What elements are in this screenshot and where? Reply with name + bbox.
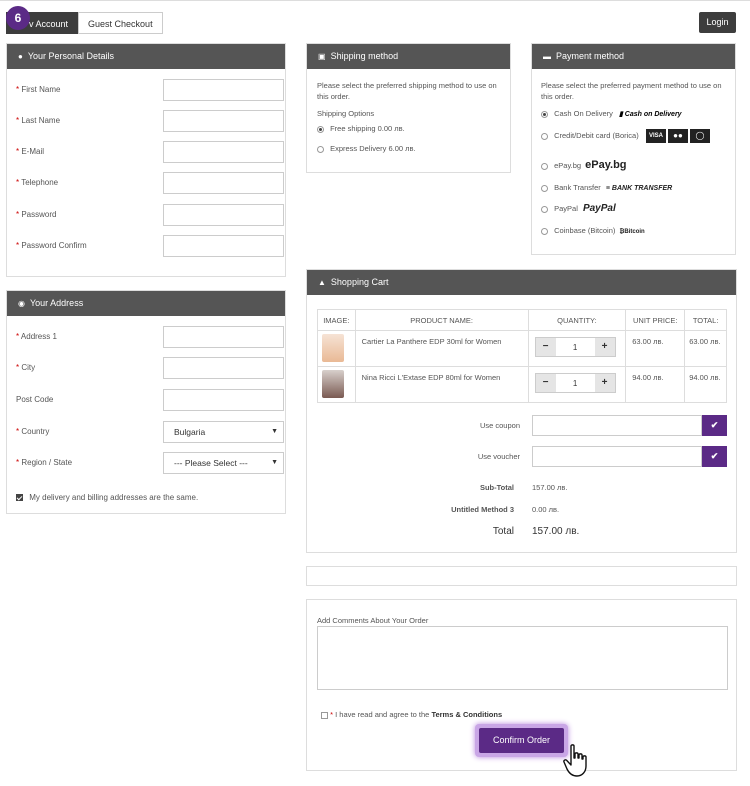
cart-table — [317, 309, 727, 403]
payment-cod-radio[interactable] — [541, 111, 548, 118]
telephone-label: Telephone — [21, 178, 59, 187]
city-row: * City — [16, 357, 284, 379]
cart-header-row — [318, 310, 727, 331]
country-label: Country — [21, 427, 50, 436]
voucher-label: Use voucher — [477, 452, 520, 461]
same-address-row — [16, 493, 198, 502]
comments-textarea[interactable] — [317, 626, 728, 690]
payment-option-bank[interactable] — [541, 182, 672, 194]
bitcoin-logo: ₿Bitcoin — [619, 229, 645, 235]
payment-bank-label: Bank Transfer — [554, 183, 601, 192]
quantity-value[interactable]: 1 — [572, 342, 578, 352]
map-pin-icon: ◉ — [18, 299, 25, 308]
col-total: TOTAL: — [685, 310, 727, 331]
visa-logo: VISA — [646, 129, 666, 143]
payment-option-cod[interactable] — [541, 108, 733, 120]
line-total: 63.00 лв. — [685, 331, 727, 367]
shipping-option-express[interactable] — [317, 143, 416, 154]
col-unit-price: UNIT PRICE: — [626, 310, 685, 331]
shipping-option-free[interactable] — [317, 123, 405, 134]
address1-label: Address 1 — [20, 332, 57, 341]
city-input[interactable] — [163, 357, 284, 379]
first-name-input[interactable] — [163, 79, 284, 101]
email-row: * E-Mail — [16, 141, 284, 163]
shipping-express-label: Express Delivery 6.00 лв. — [330, 144, 416, 153]
payment-title: Payment method — [556, 51, 625, 61]
country-row: * Country Bulgaria ▼ — [16, 421, 284, 443]
personal-details-title: Your Personal Details — [27, 51, 115, 61]
address-title: Your Address — [29, 298, 84, 308]
voucher-row — [307, 446, 747, 467]
caret-down-icon: ▼ — [271, 459, 278, 466]
subtotal-label: Sub-Total — [479, 483, 514, 492]
truck-icon: ▣ — [318, 52, 326, 61]
col-product-name: PRODUCT NAME: — [355, 310, 528, 331]
password-label: Password — [21, 210, 57, 219]
unit-price: 94.00 лв. — [626, 367, 685, 403]
payment-option-epay[interactable] — [541, 160, 627, 171]
country-select[interactable] — [163, 421, 284, 443]
unit-price: 63.00 лв. — [626, 331, 685, 367]
col-quantity: QUANTITY: — [528, 310, 626, 331]
comments-label: Add Comments About Your Order — [317, 616, 429, 625]
cash-on-delivery-logo: ▮ Cash on Delivery — [618, 111, 682, 118]
shopping-cart-header — [307, 270, 736, 295]
coupon-apply-button[interactable]: ✔ — [702, 415, 727, 436]
payment-panel — [531, 43, 736, 255]
quantity-stepper — [535, 373, 616, 393]
shipping-header — [307, 44, 510, 69]
plus-button[interactable]: + — [595, 338, 615, 356]
shipping-free-radio[interactable] — [317, 126, 324, 133]
last-name-label: Last Name — [21, 116, 61, 125]
total-value: 157.00 лв. — [532, 526, 580, 537]
confirm-order-highlight — [475, 724, 568, 757]
line-total: 94.00 лв. — [685, 367, 727, 403]
postcode-row — [16, 389, 284, 411]
same-address-label: My delivery and billing addresses are the same. — [29, 493, 199, 502]
product-thumbnail[interactable] — [322, 370, 344, 398]
first-name-row: * First Name — [16, 79, 284, 101]
product-thumbnail[interactable] — [322, 334, 344, 362]
col-image: IMAGE: — [318, 310, 356, 331]
shopping-cart-title: Shopping Cart — [330, 277, 389, 287]
password-confirm-input[interactable] — [163, 235, 284, 257]
plus-button[interactable]: + — [595, 374, 615, 392]
subtotal-value: 157.00 лв. — [532, 483, 568, 492]
payment-option-coinbase[interactable] — [541, 225, 645, 238]
terms-text: I have read and agree to the — [335, 710, 432, 719]
terms-row: * I have read and agree to the Terms & Conditions — [321, 709, 502, 720]
minus-button[interactable]: − — [536, 374, 556, 392]
payment-coinbase-label: Coinbase (Bitcoin) — [554, 226, 616, 235]
email-label: E-Mail — [21, 147, 45, 156]
shipping-free-label: Free shipping 0.00 лв. — [330, 124, 405, 133]
region-label: Region / State — [21, 458, 73, 467]
shipping-express-radio[interactable] — [317, 146, 324, 153]
voucher-apply-button[interactable]: ✔ — [702, 446, 727, 467]
password-row: * Password — [16, 204, 284, 226]
telephone-input[interactable] — [163, 172, 284, 194]
epay-logo: ePay.bg — [585, 159, 627, 171]
payment-card-label: Credit/Debit card (Borica) — [554, 131, 639, 140]
bank-transfer-logo: ≡ BANK TRANSFER — [605, 185, 673, 192]
payment-option-card[interactable] — [541, 130, 641, 141]
method-value: 0.00 лв. — [532, 505, 560, 514]
top-divider — [0, 0, 750, 1]
address-panel — [6, 290, 286, 514]
step-badge: 6 — [6, 6, 30, 30]
terms-link[interactable]: Terms & Conditions — [431, 710, 503, 719]
city-label: City — [21, 363, 36, 372]
payment-intro: Please select the preferred payment method to use on this order. — [541, 81, 722, 101]
region-value: --- Please Select --- — [174, 458, 248, 468]
mastercard-logo-icon: ●● — [668, 129, 688, 143]
postcode-label: Post Code — [16, 395, 54, 404]
payment-paypal-radio[interactable] — [541, 206, 548, 213]
minus-button[interactable]: − — [536, 338, 556, 356]
empty-panel — [306, 566, 737, 586]
product-name-link[interactable]: Nina Ricci L'Extase EDP 80ml for Women — [355, 367, 528, 403]
payment-option-paypal[interactable] — [541, 203, 616, 214]
first-name-label: First Name — [21, 85, 61, 94]
cart-icon: ▲ — [318, 278, 326, 287]
region-row: * Region / State --- Please Select --- ▼ — [16, 452, 284, 474]
email-input[interactable] — [163, 141, 284, 163]
last-name-input[interactable] — [163, 110, 284, 132]
payment-cod-label: Cash On Delivery — [554, 109, 613, 118]
telephone-row: * Telephone — [16, 172, 284, 194]
address-header — [7, 291, 285, 316]
quantity-value[interactable]: 1 — [572, 378, 578, 388]
payment-card-radio[interactable] — [541, 133, 548, 140]
region-select[interactable] — [163, 452, 284, 474]
quantity-stepper — [535, 337, 616, 357]
shipping-panel — [306, 43, 511, 173]
postcode-input[interactable] — [163, 389, 284, 411]
total-label: Total — [492, 526, 514, 537]
tab-guest-checkout[interactable]: Guest Checkout — [78, 12, 163, 34]
borica-logo-icon: ◯ — [690, 129, 710, 143]
payment-epay-radio[interactable] — [541, 163, 548, 170]
voucher-input[interactable] — [532, 446, 702, 467]
credit-card-icon: ▬ — [543, 52, 551, 61]
shipping-options-label: Shipping Options — [317, 109, 375, 118]
card-logos — [646, 129, 710, 143]
table-row — [318, 331, 727, 367]
payment-paypal-label: PayPal — [554, 204, 578, 213]
personal-details-panel — [6, 43, 286, 277]
product-name-link[interactable]: Cartier La Panthere EDP 30ml for Women — [355, 331, 528, 367]
paypal-logo: PayPal — [582, 203, 616, 214]
login-button[interactable]: Login — [699, 12, 736, 33]
password-confirm-row: * Password Confirm — [16, 235, 284, 257]
payment-epay-label: ePay.bg — [554, 161, 582, 170]
password-confirm-label: Password Confirm — [21, 241, 87, 250]
hand-cursor-icon — [563, 744, 591, 778]
shipping-title: Shipping method — [330, 51, 399, 61]
coupon-row — [307, 415, 747, 436]
method-label: Untitled Method 3 — [451, 505, 514, 514]
address1-input[interactable] — [163, 326, 284, 348]
coupon-label: Use coupon — [479, 421, 520, 430]
address1-row: * Address 1 — [16, 326, 284, 348]
tab-account[interactable]: v Account — [6, 12, 78, 34]
same-address-checkbox[interactable] — [16, 494, 23, 501]
table-row — [318, 367, 727, 403]
personal-details-header — [7, 44, 285, 69]
terms-checkbox[interactable] — [321, 712, 328, 719]
payment-bank-radio[interactable] — [541, 185, 548, 192]
shipping-intro: Please select the preferred shipping method to use on this order. — [317, 81, 497, 101]
last-name-row: * Last Name — [16, 110, 284, 132]
payment-coinbase-radio[interactable] — [541, 228, 548, 235]
password-input[interactable] — [163, 204, 284, 226]
coupon-input[interactable] — [532, 415, 702, 436]
user-icon: ● — [18, 52, 23, 61]
shopping-cart-panel — [306, 269, 737, 553]
confirm-order-button[interactable]: Confirm Order — [479, 728, 564, 753]
payment-header — [532, 44, 735, 69]
caret-down-icon: ▼ — [271, 428, 278, 435]
country-value: Bulgaria — [174, 427, 206, 437]
